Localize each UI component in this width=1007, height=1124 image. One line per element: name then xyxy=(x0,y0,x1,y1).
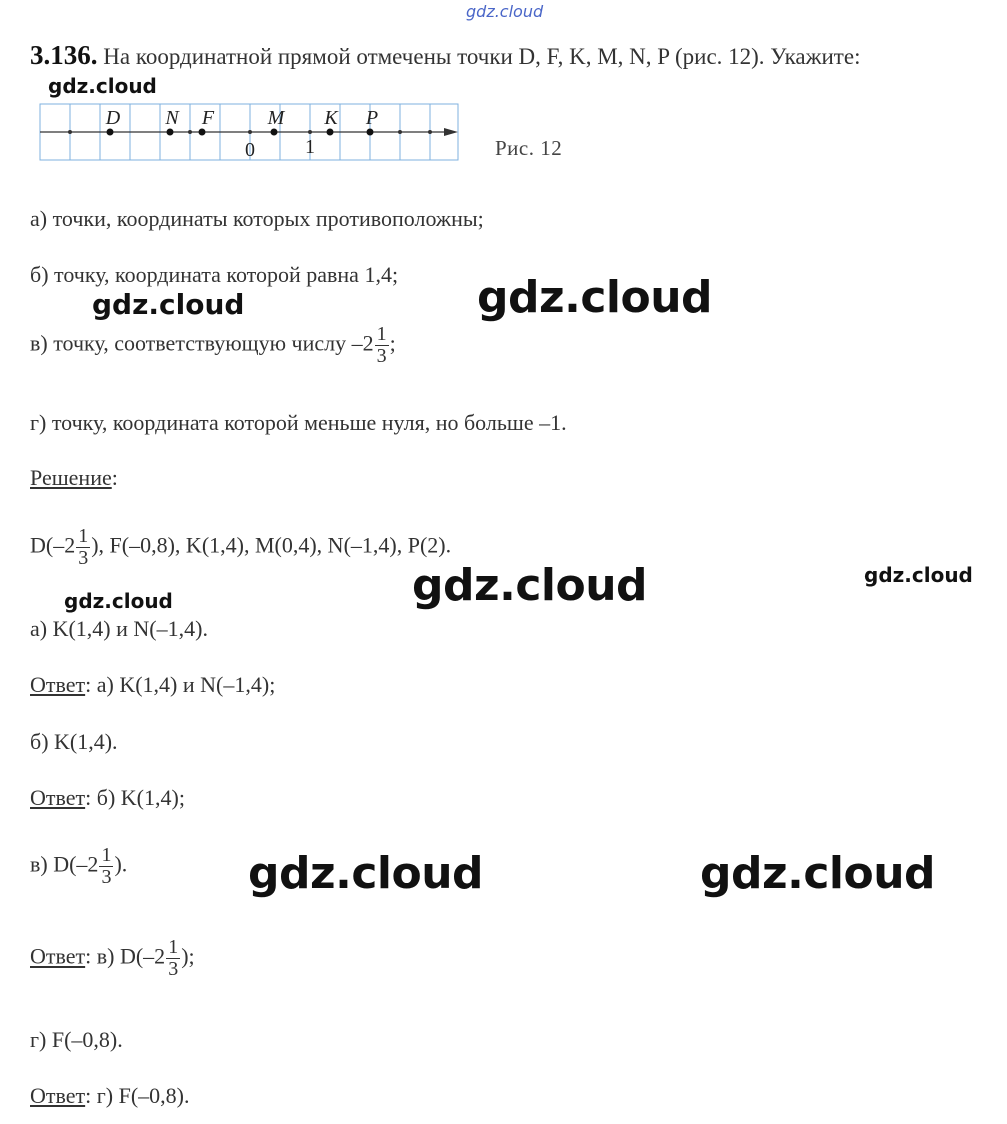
answer-label: Ответ xyxy=(30,785,86,810)
watermark-2: gdz.cloud xyxy=(92,288,245,321)
point-f xyxy=(199,129,206,136)
solution-g: г) F(–0,8). xyxy=(30,1027,123,1052)
answer-label: Ответ xyxy=(30,943,86,969)
label-p: P xyxy=(365,107,379,129)
answer-b: Ответ: б) K(1,4); xyxy=(30,785,185,810)
task-v-prefix: в) точку, соответствующую числу –2 xyxy=(30,330,374,356)
watermark-3: gdz.cloud xyxy=(477,272,713,323)
solution-v: в) D(–2 $\frac{1}{3}$ ). xyxy=(30,844,128,888)
fraction: $\frac{1}{3}$ xyxy=(376,323,387,367)
watermark-8: gdz.cloud xyxy=(700,848,936,899)
watermark-1: gdz.cloud xyxy=(48,74,157,98)
label-k: K xyxy=(324,107,338,129)
fraction: $\frac{1}{3}$ xyxy=(168,936,179,980)
task-b: б) точку, координата которой равна 1,4; xyxy=(30,262,399,287)
watermark-6: gdz.cloud xyxy=(64,589,173,613)
tick-label-0: 0 xyxy=(245,139,255,161)
answer-g: Ответ: г) F(–0,8). xyxy=(30,1083,190,1108)
solution-a: а) K(1,4) и N(–1,4). xyxy=(30,616,208,641)
point-d xyxy=(107,129,114,136)
coords-prefix: D(–2 xyxy=(30,532,76,558)
answer-label: Ответ xyxy=(30,1083,86,1108)
answer-label: Ответ xyxy=(30,672,86,697)
number-line-figure xyxy=(38,100,463,164)
label-d: D xyxy=(105,107,121,129)
watermark-4: gdz.cloud xyxy=(864,563,973,587)
point-m xyxy=(271,129,278,136)
coords-rest: ), F(–0,8), K(1,4), M(0,4), N(–1,4), P(2). xyxy=(91,532,452,558)
label-m: M xyxy=(267,107,285,129)
point-k xyxy=(327,129,334,136)
task-g: г) точку, координата которой меньше нуля, но больше –1. xyxy=(30,410,567,435)
task-v xyxy=(30,324,396,367)
tick-label-1: 1 xyxy=(305,136,315,158)
point-p xyxy=(367,129,374,136)
watermark-top: gdz.cloud xyxy=(466,2,544,21)
watermark-7: gdz.cloud xyxy=(248,848,484,899)
task-v-suffix: ; xyxy=(389,330,396,356)
task-a: а) точки, координаты которых противоположны; xyxy=(30,206,484,231)
problem-text: На координатной прямой отмечены точки D, F, K, M, N, P (рис. 12). Укажите: xyxy=(103,44,861,69)
problem-statement xyxy=(30,40,860,71)
answer-v: Ответ: в) D(–2 $\frac{1}{3}$ ); xyxy=(30,936,195,980)
fraction: $\frac{1}{3}$ xyxy=(101,844,112,888)
figure-caption: Рис. 12 xyxy=(495,136,563,160)
label-n: N xyxy=(165,107,179,129)
solution-b: б) K(1,4). xyxy=(30,729,118,754)
problem-number: 3.136. xyxy=(30,40,98,70)
solution-heading: Решение: xyxy=(30,465,118,490)
label-f: F xyxy=(201,107,215,129)
point-n xyxy=(167,129,174,136)
answer-a: Ответ: а) K(1,4) и N(–1,4); xyxy=(30,672,276,697)
fraction: $\frac{1}{3}$ xyxy=(78,525,89,569)
watermark-5: gdz.cloud xyxy=(412,560,648,611)
solution-coordinates xyxy=(30,526,451,569)
solution-heading-text: Решение xyxy=(30,465,112,490)
